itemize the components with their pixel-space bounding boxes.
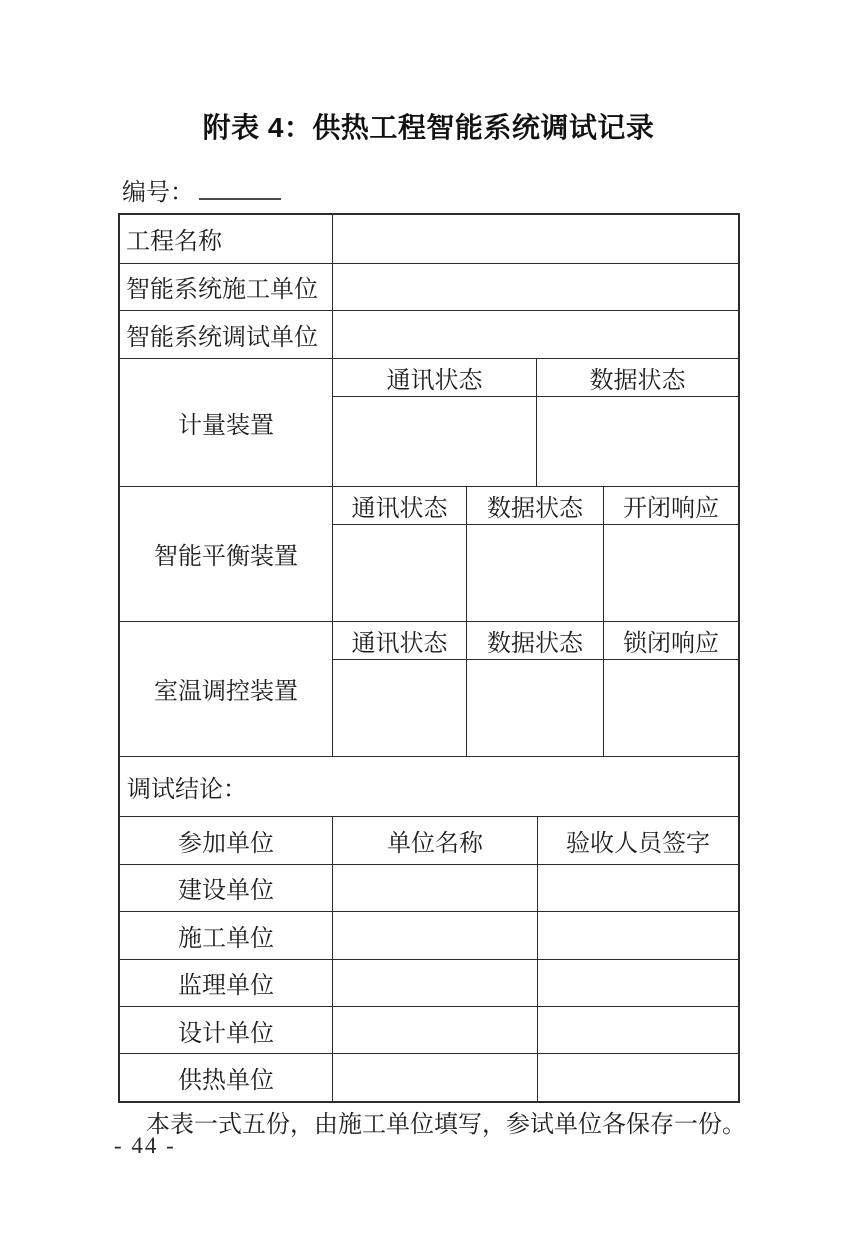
signature-input[interactable] bbox=[537, 1007, 738, 1053]
data-status-input[interactable] bbox=[466, 660, 603, 756]
metering-device-header-row bbox=[333, 359, 738, 397]
signoff-row-heating-unit bbox=[120, 1053, 738, 1100]
project-name-input[interactable] bbox=[332, 215, 738, 263]
project-name-label: 工程名称 bbox=[126, 229, 222, 256]
balancing-device-label: 智能平衡装置 bbox=[154, 544, 298, 571]
room-temp-device-value-row bbox=[333, 660, 738, 756]
lock-response-input[interactable] bbox=[603, 660, 738, 756]
serial-number-blank[interactable] bbox=[199, 176, 281, 200]
room-temp-device-grid bbox=[332, 622, 738, 756]
unit-label: 施工单位 bbox=[178, 925, 274, 952]
commissioning-unit-label: 智能系统调试单位 bbox=[126, 324, 318, 351]
page-number: - 44 - bbox=[114, 1133, 176, 1158]
commissioning-record-table bbox=[118, 213, 740, 1103]
commissioning-unit-input[interactable] bbox=[332, 311, 738, 358]
signature-input[interactable] bbox=[537, 865, 738, 911]
signoff-row-supervision-unit bbox=[120, 959, 738, 1006]
data-status-header: 数据状态 bbox=[536, 359, 738, 396]
open-close-response-header: 开闭响应 bbox=[603, 487, 738, 524]
unit-name-header: 单位名称 bbox=[332, 817, 537, 864]
signoff-header-row bbox=[120, 816, 738, 864]
room-temp-device-section bbox=[120, 621, 738, 756]
unit-name-input[interactable] bbox=[332, 960, 537, 1006]
unit-name-input[interactable] bbox=[332, 865, 537, 911]
open-close-response-input[interactable] bbox=[603, 525, 738, 621]
conclusion-label[interactable]: 调试结论： bbox=[127, 776, 247, 803]
balancing-device-grid bbox=[332, 487, 738, 621]
data-status-input[interactable] bbox=[536, 397, 738, 486]
data-status-header: 数据状态 bbox=[466, 622, 603, 659]
comm-status-input[interactable] bbox=[333, 397, 536, 486]
serial-number-line bbox=[122, 176, 857, 206]
comm-status-header: 通讯状态 bbox=[386, 367, 483, 394]
construction-unit-label: 智能系统施工单位 bbox=[126, 277, 318, 304]
data-status-input[interactable] bbox=[466, 525, 603, 621]
balancing-device-section bbox=[120, 486, 738, 621]
signature-input[interactable] bbox=[537, 1054, 738, 1100]
metering-device-grid bbox=[332, 359, 738, 486]
unit-name-input[interactable] bbox=[332, 1007, 537, 1053]
form-title: 附表 4：供热工程智能系统调试记录 bbox=[202, 112, 655, 143]
acceptance-signature-header: 验收人员签字 bbox=[537, 817, 738, 864]
metering-device-label: 计量装置 bbox=[178, 412, 274, 439]
unit-label: 设计单位 bbox=[178, 1020, 274, 1047]
table-row-construction-unit bbox=[120, 263, 738, 311]
serial-number-label: 编号： bbox=[122, 180, 194, 206]
construction-unit-input[interactable] bbox=[332, 264, 738, 311]
data-status-header: 数据状态 bbox=[466, 487, 603, 524]
footer-note: 本表一式五份，由施工单位填写，参试单位各保存一份。 bbox=[146, 1111, 746, 1138]
unit-name-input[interactable] bbox=[332, 1054, 537, 1100]
unit-label: 建设单位 bbox=[178, 878, 274, 905]
comm-status-input[interactable] bbox=[333, 660, 466, 756]
metering-device-value-row bbox=[333, 397, 738, 486]
room-temp-device-label: 室温调控装置 bbox=[154, 679, 298, 706]
metering-device-section bbox=[120, 358, 738, 486]
signoff-row-construction-unit bbox=[120, 911, 738, 958]
unit-name-input[interactable] bbox=[332, 912, 537, 958]
conclusion-row bbox=[120, 756, 738, 816]
participating-unit-header: 参加单位 bbox=[178, 830, 274, 857]
lock-response-header: 锁闭响应 bbox=[603, 622, 738, 659]
signoff-row-development-unit bbox=[120, 864, 738, 911]
signature-input[interactable] bbox=[537, 912, 738, 958]
comm-status-header: 通讯状态 bbox=[351, 495, 448, 522]
comm-status-header: 通讯状态 bbox=[351, 630, 448, 657]
unit-label: 监理单位 bbox=[178, 973, 274, 1000]
comm-status-input[interactable] bbox=[333, 525, 466, 621]
balancing-device-value-row bbox=[333, 525, 738, 621]
balancing-device-header-row bbox=[333, 487, 738, 525]
signature-input[interactable] bbox=[537, 960, 738, 1006]
table-row-project-name bbox=[120, 215, 738, 263]
room-temp-device-header-row bbox=[333, 622, 738, 660]
unit-label: 供热单位 bbox=[178, 1068, 274, 1095]
table-row-commissioning-unit bbox=[120, 310, 738, 358]
signoff-row-design-unit bbox=[120, 1006, 738, 1053]
